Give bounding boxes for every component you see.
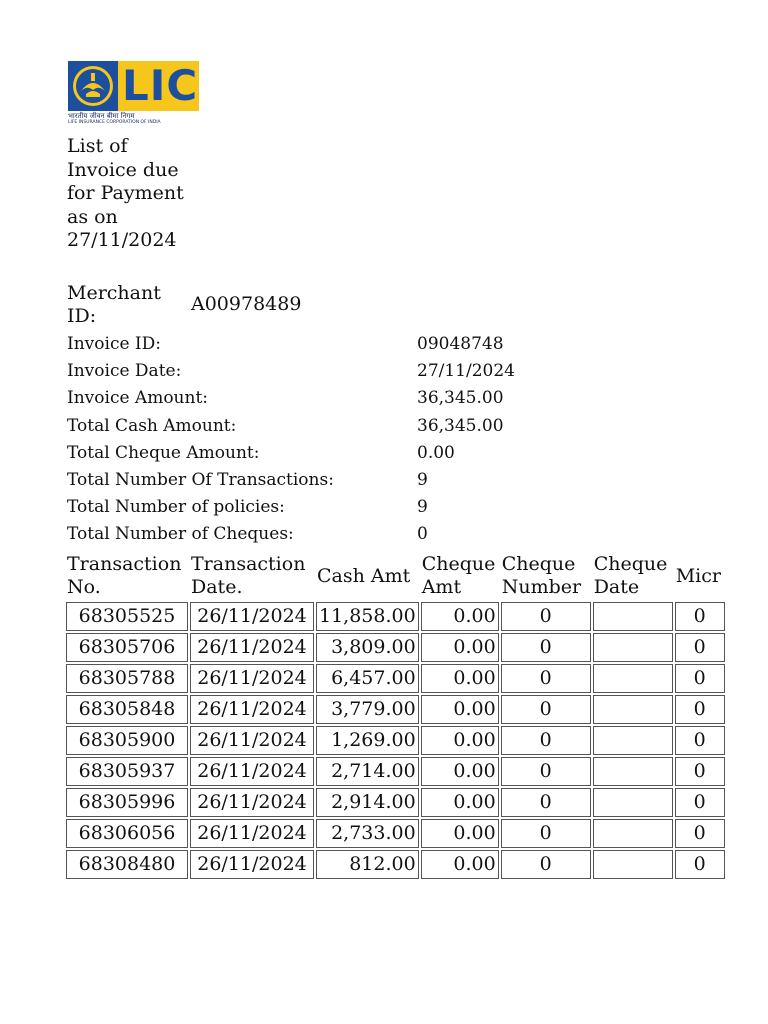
summary-value: 9 <box>417 469 428 490</box>
column-header: Micr <box>675 564 721 587</box>
micr-cell: 0 <box>675 664 725 693</box>
lic-emblem-icon <box>68 61 118 111</box>
summary-value: 0 <box>417 524 428 545</box>
cash-amount-cell: 11,858.00 <box>316 602 419 631</box>
cash-amount-cell: 3,809.00 <box>316 633 419 662</box>
cheque-date-cell <box>593 757 673 786</box>
cheque-number-cell: 0 <box>501 850 591 879</box>
logo-wordmark: LIC <box>122 61 199 110</box>
cheque-number-cell: 0 <box>501 726 591 755</box>
cheque-date-cell <box>593 819 673 848</box>
cheque-number-cell: 0 <box>501 757 591 786</box>
summary-value: 0.00 <box>417 442 455 463</box>
transaction-date-cell: 26/11/2024 <box>190 850 314 879</box>
summary-label: Invoice Amount: <box>67 388 209 409</box>
column-header: Transaction Date. <box>191 553 306 598</box>
invoice-summary <box>67 333 587 551</box>
logo-english-text: LIFE INSURANCE CORPORATION OF INDIA <box>68 120 161 125</box>
cheque-number-cell: 0 <box>501 695 591 724</box>
transaction-date-cell: 26/11/2024 <box>190 664 314 693</box>
table-row <box>66 850 725 879</box>
summary-value: 36,345.00 <box>417 388 504 409</box>
transaction-date-cell: 26/11/2024 <box>190 602 314 631</box>
table-row <box>66 602 725 631</box>
lic-logo <box>68 61 199 127</box>
table-row <box>66 757 725 786</box>
table-row <box>66 726 725 755</box>
cheque-amount-cell: 0.00 <box>421 726 499 755</box>
micr-cell: 0 <box>675 695 725 724</box>
summary-row <box>67 523 587 550</box>
micr-cell: 0 <box>675 726 725 755</box>
summary-row <box>67 442 587 469</box>
cheque-date-cell <box>593 664 673 693</box>
summary-label: Total Number of Cheques: <box>67 524 294 545</box>
cash-amount-cell: 2,914.00 <box>316 788 419 817</box>
transaction-date-cell: 26/11/2024 <box>190 633 314 662</box>
transaction-no-cell: 68305848 <box>66 695 188 724</box>
summary-row <box>67 333 587 360</box>
cheque-amount-cell: 0.00 <box>421 788 499 817</box>
table-row <box>66 788 725 817</box>
column-header: Transaction No. <box>67 553 182 598</box>
merchant-id-label: Merchant ID: <box>67 282 161 327</box>
cheque-number-cell: 0 <box>501 664 591 693</box>
cheque-date-cell <box>593 633 673 662</box>
cash-amount-cell: 2,733.00 <box>316 819 419 848</box>
transaction-date-cell: 26/11/2024 <box>190 726 314 755</box>
summary-label: Total Number of policies: <box>67 497 285 518</box>
micr-cell: 0 <box>675 633 725 662</box>
column-header: Cash Amt <box>317 564 411 587</box>
cash-amount-cell: 3,779.00 <box>316 695 419 724</box>
cheque-amount-cell: 0.00 <box>421 695 499 724</box>
summary-label: Total Cheque Amount: <box>67 442 260 463</box>
summary-row <box>67 360 587 387</box>
cheque-amount-cell: 0.00 <box>421 602 499 631</box>
transaction-no-cell: 68306056 <box>66 819 188 848</box>
cheque-number-cell: 0 <box>501 602 591 631</box>
table-row <box>66 819 725 848</box>
cheque-amount-cell: 0.00 <box>421 850 499 879</box>
transaction-no-cell: 68305900 <box>66 726 188 755</box>
cheque-date-cell <box>593 726 673 755</box>
summary-label: Invoice Date: <box>67 361 182 382</box>
cheque-amount-cell: 0.00 <box>421 819 499 848</box>
summary-value: 36,345.00 <box>417 415 504 436</box>
transaction-date-cell: 26/11/2024 <box>190 757 314 786</box>
table-header-row <box>66 552 725 600</box>
column-header: Cheque Amt <box>421 553 496 598</box>
summary-label: Total Number Of Transactions: <box>67 469 334 490</box>
table-row <box>66 695 725 724</box>
logo-hindi-text: भारतीय जीवन बीमा निगम <box>68 112 135 120</box>
micr-cell: 0 <box>675 819 725 848</box>
summary-row <box>67 469 587 496</box>
cheque-number-cell: 0 <box>501 788 591 817</box>
transaction-date-cell: 26/11/2024 <box>190 788 314 817</box>
micr-cell: 0 <box>675 788 725 817</box>
cheque-date-cell <box>593 695 673 724</box>
transaction-no-cell: 68305525 <box>66 602 188 631</box>
cheque-date-cell <box>593 850 673 879</box>
transaction-no-cell: 68305937 <box>66 757 188 786</box>
cheque-amount-cell: 0.00 <box>421 757 499 786</box>
column-header: Cheque Number <box>501 553 582 598</box>
summary-row <box>67 387 587 414</box>
cheque-date-cell <box>593 602 673 631</box>
transaction-no-cell: 68305706 <box>66 633 188 662</box>
cash-amount-cell: 1,269.00 <box>316 726 419 755</box>
summary-value: 27/11/2024 <box>417 361 515 382</box>
column-header: Cheque Date <box>593 553 668 598</box>
cash-amount-cell: 812.00 <box>316 850 419 879</box>
cash-amount-cell: 2,714.00 <box>316 757 419 786</box>
cash-amount-cell: 6,457.00 <box>316 664 419 693</box>
summary-label: Invoice ID: <box>67 334 161 354</box>
summary-row <box>67 496 587 523</box>
summary-label: Total Cash Amount: <box>67 415 237 436</box>
table-row <box>66 633 725 662</box>
transaction-no-cell: 68305788 <box>66 664 188 693</box>
transactions-table <box>64 550 727 881</box>
transaction-no-cell: 68305996 <box>66 788 188 817</box>
summary-row <box>67 415 587 442</box>
summary-value: 9 <box>417 497 428 518</box>
transaction-date-cell: 26/11/2024 <box>190 819 314 848</box>
micr-cell: 0 <box>675 757 725 786</box>
cheque-amount-cell: 0.00 <box>421 633 499 662</box>
merchant-id-value: A00978489 <box>191 293 302 315</box>
summary-value: 09048748 <box>417 334 504 354</box>
cheque-date-cell <box>593 788 673 817</box>
cheque-number-cell: 0 <box>501 633 591 662</box>
table-row <box>66 664 725 693</box>
micr-cell: 0 <box>675 602 725 631</box>
page-title: List of Invoice due for Payment as on 27/11/2024 <box>67 135 184 251</box>
transaction-date-cell: 26/11/2024 <box>190 695 314 724</box>
micr-cell: 0 <box>675 850 725 879</box>
transaction-no-cell: 68308480 <box>66 850 188 879</box>
cheque-amount-cell: 0.00 <box>421 664 499 693</box>
cheque-number-cell: 0 <box>501 819 591 848</box>
